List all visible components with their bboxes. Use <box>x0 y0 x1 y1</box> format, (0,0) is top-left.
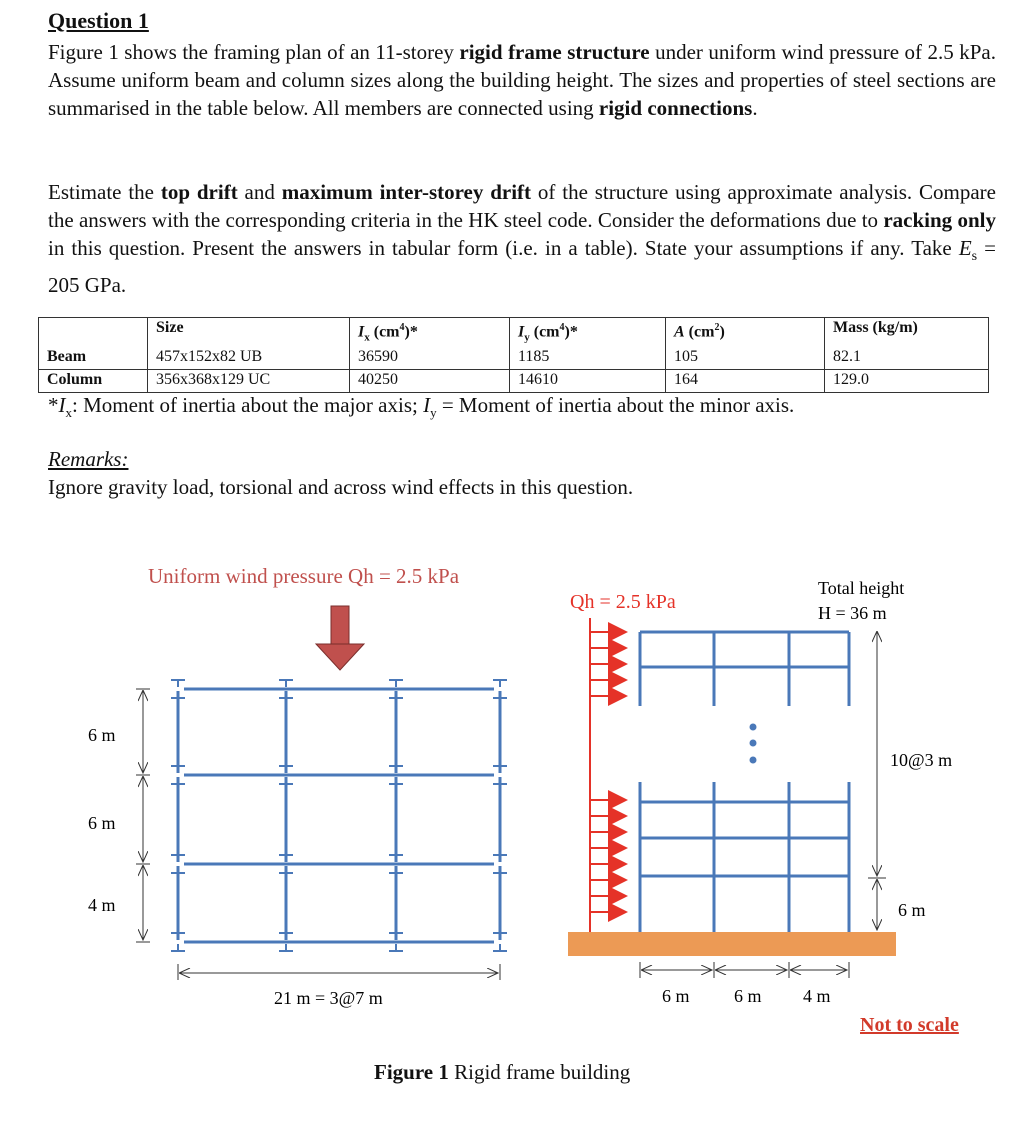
caption-bold: Figure 1 <box>374 1060 449 1084</box>
table-cell: 129.0 <box>825 369 989 392</box>
plan-bay-label: 4 m <box>88 895 116 915</box>
ground-storey-label: 6 m <box>898 900 926 920</box>
caption-text: Rigid frame building <box>448 1060 631 1084</box>
plan-vertical-dimensions <box>136 689 150 942</box>
question-title: Question 1 <box>48 8 149 33</box>
p2-run: and <box>237 180 282 204</box>
table-header-cell: Mass (kg/m) <box>825 318 989 347</box>
table-cell: 164 <box>666 369 825 392</box>
table-cell: 14610 <box>510 369 666 392</box>
table-footnote: $*I_x$: Moment of inertia about the major axis; $I_y$ = Moment of inertia about the minor axis. <box>48 393 795 421</box>
p1-run: rigid frame structure <box>459 40 650 64</box>
figure-caption <box>374 1060 630 1085</box>
column-section <box>171 855 185 873</box>
plan-grid <box>171 680 507 951</box>
table-header-cell: $I_y$ $(cm^4)*$ <box>510 318 666 347</box>
remarks-text: Ignore gravity load, torsional and across wind effects in this question. <box>48 475 634 499</box>
p1-run: under uniform wind pressure of 2.5 kPa. Assume uniform beam and column sizes along the building height. The sizes and properties of steel sections are summarised in the table below. All members are connected using <box>48 40 996 120</box>
p2-run: maximum inter-storey drift <box>281 180 532 204</box>
p2-run: in this question. Present the answers in tabular form (i.e. in a table). State your assumptions if any. Take <box>48 236 959 260</box>
continuation-dots <box>750 724 757 764</box>
table-cell: 457x152x82 UB <box>148 347 350 370</box>
column-section <box>493 933 507 951</box>
table-cell: Beam <box>39 347 148 370</box>
ground-base <box>568 932 896 956</box>
table-cell: 40250 <box>350 369 510 392</box>
p2-run: of the structure using approximate analysis. Compare the answers with the corresponding criteria in the HK steel code. Consider the deformations due to <box>48 180 996 232</box>
total-height-value: H = 36 m <box>818 603 887 623</box>
table-cell: 82.1 <box>825 347 989 370</box>
elev-bay-label: 4 m <box>803 986 831 1006</box>
p2-run: top drift <box>160 180 238 204</box>
column-section <box>493 766 507 784</box>
p2-run: Estimate the <box>48 180 161 204</box>
table-header-cell: $I_x$ $(cm^4)*$ <box>350 318 510 347</box>
remarks-heading: Remarks: <box>48 447 129 471</box>
plan-load-label: Uniform wind pressure Qh = 2.5 kPa <box>148 564 460 588</box>
p1-run: Figure 1 shows the framing plan of an 11-storey <box>48 40 460 64</box>
table-header-cell: Size <box>148 318 350 347</box>
total-height-label: Total height <box>818 578 905 598</box>
p2-run: $E_s = 205$ GPa. <box>48 236 997 298</box>
p1-run: rigid connections <box>598 96 753 120</box>
elev-load-arrows <box>590 632 626 912</box>
column-section <box>171 933 185 951</box>
elev-bay-label: 6 m <box>734 986 762 1006</box>
elev-bay-label: 6 m <box>662 986 690 1006</box>
elev-bay-dimensions <box>640 962 849 978</box>
elev-load-label: Qh = 2.5 kPa <box>570 591 676 613</box>
elev-height-dimensions <box>868 632 886 930</box>
table-cell: 105 <box>666 347 825 370</box>
table-cell: 1185 <box>510 347 666 370</box>
plan-width-dimension <box>178 964 500 980</box>
plan-width-label: 21 m = 3@7 m <box>274 988 383 1008</box>
table-cell: 356x368x129 UC <box>148 369 350 392</box>
column-section <box>493 680 507 698</box>
plan-wind-arrow <box>316 606 364 670</box>
p2-run: racking only <box>883 208 996 232</box>
column-section <box>171 766 185 784</box>
column-section <box>493 855 507 873</box>
plan-bay-label: 6 m <box>88 725 116 745</box>
table-cell: 36590 <box>350 347 510 370</box>
p1-run: . <box>752 96 758 120</box>
storey-height-label: 10@3 m <box>890 750 953 770</box>
plan-bay-label: 6 m <box>88 813 116 833</box>
table-cell: Column <box>39 369 148 392</box>
column-section <box>171 680 185 698</box>
not-to-scale-note: Not to scale <box>860 1014 959 1036</box>
table-header-cell: A $(cm^2)$ <box>666 318 825 347</box>
elevation-frame <box>640 632 849 932</box>
